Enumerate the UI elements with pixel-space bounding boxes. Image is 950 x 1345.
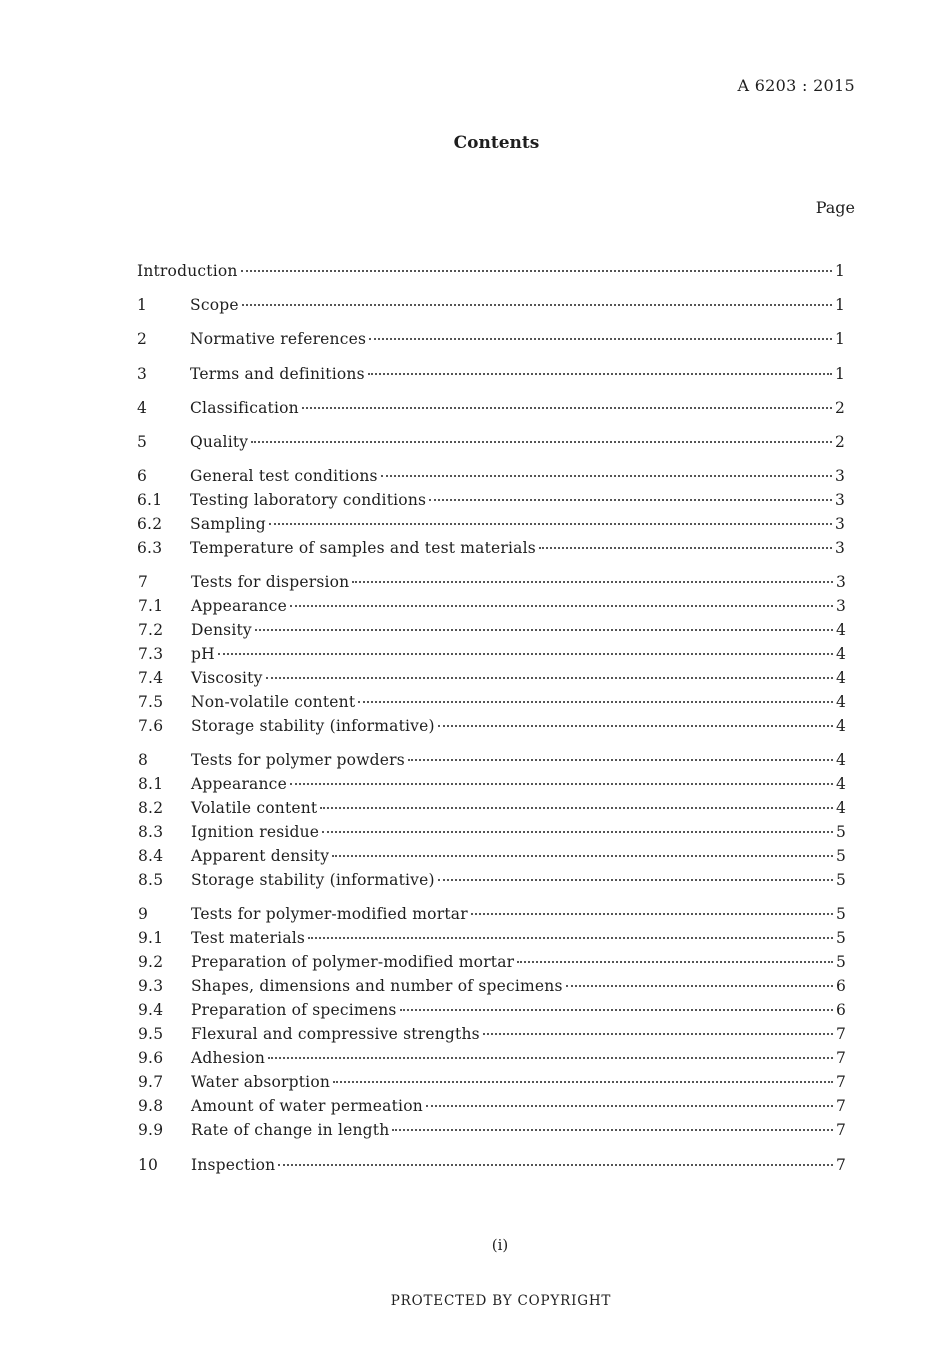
toc-dot-leader xyxy=(429,499,832,501)
toc-entry xyxy=(138,977,846,999)
toc-entry xyxy=(137,399,845,421)
toc-entry-title: Test materials xyxy=(191,929,306,947)
toc-entry-number: 4 xyxy=(137,399,148,417)
toc-entry xyxy=(138,847,846,869)
toc-dot-leader xyxy=(352,581,833,583)
toc-entry-number: 9.6 xyxy=(138,1049,164,1067)
toc-entry-number: 7.6 xyxy=(138,717,164,735)
toc-entry-title: Amount of water permeation xyxy=(191,1097,423,1115)
toc-entry-number: 9 xyxy=(138,905,149,923)
toc-entry-number: 9.1 xyxy=(138,929,164,947)
toc-entry xyxy=(138,573,846,595)
toc-entry xyxy=(138,823,846,845)
contents-title: Contents xyxy=(453,133,540,153)
toc-dot-leader xyxy=(368,373,832,375)
toc-dot-leader xyxy=(369,338,832,340)
toc-entry xyxy=(138,645,846,667)
toc-dot-leader xyxy=(438,879,833,881)
toc-entry xyxy=(138,775,846,797)
toc-entry-title: Storage stability (informative) xyxy=(191,871,435,889)
toc-entry-number: 9.8 xyxy=(138,1097,164,1115)
toc-entry-title: Storage stability (informative) xyxy=(191,717,435,735)
toc-entry-title: Preparation of specimens xyxy=(191,1001,397,1019)
toc-entry-title: Appearance xyxy=(191,775,287,793)
toc-entry-number: 7.1 xyxy=(138,597,164,615)
toc-dot-leader xyxy=(278,1164,833,1166)
toc-entry-number: 7.3 xyxy=(138,645,164,663)
toc-entry-page: 7 xyxy=(835,1156,846,1174)
toc-entry-title: Water absorption xyxy=(191,1073,331,1091)
toc-entry-title: Tests for polymer powders xyxy=(191,751,405,769)
toc-entry xyxy=(138,871,846,893)
toc-entry-title: General test conditions xyxy=(190,467,378,485)
toc-entry-title: Testing laboratory conditions xyxy=(190,491,427,509)
toc-entry xyxy=(138,799,846,821)
toc-entry-page: 4 xyxy=(835,669,846,687)
toc-entry-page: 6 xyxy=(835,1001,846,1019)
toc-entry-title: Appearance xyxy=(191,597,287,615)
toc-dot-leader xyxy=(251,441,832,443)
toc-entry-page: 7 xyxy=(835,1025,846,1043)
toc-dot-leader xyxy=(269,523,832,525)
toc-entry-page: 1 xyxy=(834,296,845,314)
toc-entry xyxy=(138,693,846,715)
toc-dot-leader xyxy=(566,985,833,987)
toc-entry-number: 6.3 xyxy=(137,539,163,557)
toc-entry-number: 9.5 xyxy=(138,1025,164,1043)
toc-dot-leader xyxy=(483,1033,833,1035)
toc-dot-leader xyxy=(241,270,832,272)
toc-entry-title: Shapes, dimensions and number of specimens xyxy=(191,977,563,995)
toc-entry-number: 6.2 xyxy=(137,515,163,533)
toc-entry-title: Flexural and compressive strengths xyxy=(191,1025,480,1043)
toc-entry xyxy=(138,953,846,975)
toc-entry-page: 5 xyxy=(835,823,846,841)
toc-entry xyxy=(137,365,845,387)
toc-entry-page: 2 xyxy=(834,433,845,451)
toc-entry-page: 4 xyxy=(835,621,846,639)
toc-entry-page: 4 xyxy=(835,645,846,663)
toc-dot-leader xyxy=(290,783,833,785)
toc-dot-leader xyxy=(290,605,833,607)
toc-entry-page: 7 xyxy=(835,1049,846,1067)
toc-entry-title: Scope xyxy=(190,296,239,314)
toc-dot-leader xyxy=(332,855,833,857)
toc-entry-title: Non-volatile content xyxy=(191,693,356,711)
toc-entry-page: 7 xyxy=(835,1097,846,1115)
toc-entry-title: Classification xyxy=(190,399,299,417)
toc-dot-leader xyxy=(358,701,833,703)
toc-entry xyxy=(138,1001,846,1023)
toc-entry-title: Tests for dispersion xyxy=(191,573,350,591)
toc-entry-page: 3 xyxy=(835,573,846,591)
toc-entry-title: Sampling xyxy=(190,515,266,533)
toc-entry-number: 7.5 xyxy=(138,693,164,711)
toc-entry-page: 4 xyxy=(835,751,846,769)
toc-entry xyxy=(138,669,846,691)
toc-entry-page: 1 xyxy=(834,365,845,383)
toc-entry xyxy=(138,717,846,739)
toc-entry xyxy=(137,330,845,352)
toc-entry xyxy=(138,929,846,951)
toc-entry-page: 4 xyxy=(835,775,846,793)
toc-entry-number: 8.4 xyxy=(138,847,164,865)
toc-entry-number: 9.2 xyxy=(138,953,164,971)
toc-entry-number: 8 xyxy=(138,751,149,769)
toc-entry-title: Quality xyxy=(190,433,249,451)
toc-entry-title: Rate of change in length xyxy=(191,1121,390,1139)
toc-entry-page: 1 xyxy=(834,330,845,348)
toc-entry-title: Density xyxy=(191,621,252,639)
toc-entry-page: 3 xyxy=(834,491,845,509)
toc-entry-title: Terms and definitions xyxy=(190,365,365,383)
page-number: (i) xyxy=(491,1236,509,1254)
toc-dot-leader xyxy=(322,831,833,833)
toc-dot-leader xyxy=(517,961,833,963)
toc-entry-number: 10 xyxy=(138,1156,159,1174)
toc-entry-page: 5 xyxy=(835,847,846,865)
toc-entry-number: 7.4 xyxy=(138,669,164,687)
toc-entry-title: Introduction xyxy=(137,262,238,280)
toc-entry xyxy=(138,1073,846,1095)
toc-entry-number: 9.4 xyxy=(138,1001,164,1019)
toc-entry-number: 7.2 xyxy=(138,621,164,639)
toc-entry-number: 9.3 xyxy=(138,977,164,995)
toc-entry-number: 6.1 xyxy=(137,491,163,509)
toc-entry-number: 9.7 xyxy=(138,1073,164,1091)
toc-dot-leader xyxy=(320,807,833,809)
toc-entry-page: 5 xyxy=(835,871,846,889)
toc-dot-leader xyxy=(408,759,833,761)
toc-entry xyxy=(138,1097,846,1119)
page-column-label: Page xyxy=(815,198,855,217)
toc-entry xyxy=(138,1025,846,1047)
toc-dot-leader xyxy=(392,1129,833,1131)
toc-entry-title: Inspection xyxy=(191,1156,276,1174)
toc-entry-number: 8.1 xyxy=(138,775,164,793)
toc-entry-page: 3 xyxy=(834,515,845,533)
toc-entry-title: Temperature of samples and test materials xyxy=(190,539,536,557)
toc-entry-title: pH xyxy=(191,645,215,663)
toc-entry xyxy=(138,621,846,643)
toc-entry-number: 8.3 xyxy=(138,823,164,841)
toc-entry xyxy=(138,905,846,927)
toc-entry-page: 3 xyxy=(834,467,845,485)
toc-dot-leader xyxy=(218,653,833,655)
toc-dot-leader xyxy=(381,475,832,477)
toc-entry-number: 6 xyxy=(137,467,148,485)
doc-id: A 6203 : 2015 xyxy=(737,76,855,95)
toc-dot-leader xyxy=(255,629,833,631)
toc-entry-title: Ignition residue xyxy=(191,823,320,841)
toc-entry-page: 3 xyxy=(835,597,846,615)
toc-dot-leader xyxy=(302,407,832,409)
toc-entry xyxy=(138,751,846,773)
toc-entry-title: Volatile content xyxy=(191,799,318,817)
toc-entry xyxy=(137,467,845,489)
toc-entry xyxy=(137,539,845,561)
toc-entry-number: 5 xyxy=(137,433,148,451)
toc-entry-page: 1 xyxy=(834,262,845,280)
toc-entry-number: 8.2 xyxy=(138,799,164,817)
toc-entry-title: Normative references xyxy=(190,330,367,348)
toc-entry xyxy=(137,262,845,284)
toc-dot-leader xyxy=(242,304,832,306)
toc-entry-page: 3 xyxy=(834,539,845,557)
toc-entry-title: Viscosity xyxy=(191,669,263,687)
toc-entry xyxy=(138,1156,846,1178)
toc-entry-page: 4 xyxy=(835,799,846,817)
toc-entry-page: 5 xyxy=(835,953,846,971)
toc-entry xyxy=(137,296,845,318)
toc-dot-leader xyxy=(426,1105,833,1107)
toc-entry-page: 4 xyxy=(835,717,846,735)
toc-entry-title: Preparation of polymer-modified mortar xyxy=(191,953,515,971)
toc-entry-number: 1 xyxy=(137,296,148,314)
toc-dot-leader xyxy=(400,1009,833,1011)
toc-entry-number: 2 xyxy=(137,330,148,348)
toc-dot-leader xyxy=(471,913,833,915)
toc-entry-number: 9.9 xyxy=(138,1121,164,1139)
toc-entry xyxy=(137,515,845,537)
toc-entry-page: 2 xyxy=(834,399,845,417)
toc-entry xyxy=(138,597,846,619)
toc-entry-number: 7 xyxy=(138,573,149,591)
toc-entry-title: Apparent density xyxy=(191,847,330,865)
toc-entry-number: 8.5 xyxy=(138,871,164,889)
toc-entry-number: 3 xyxy=(137,365,148,383)
toc-dot-leader xyxy=(438,725,833,727)
toc-entry-title: Adhesion xyxy=(191,1049,266,1067)
toc-entry xyxy=(138,1049,846,1071)
toc-entry-page: 7 xyxy=(835,1073,846,1091)
toc-entry-page: 7 xyxy=(835,1121,846,1139)
toc-entry xyxy=(137,491,845,513)
copyright-notice: PROTECTED BY COPYRIGHT xyxy=(390,1293,612,1309)
toc-dot-leader xyxy=(539,547,832,549)
toc-entry-page: 6 xyxy=(835,977,846,995)
toc-dot-leader xyxy=(268,1057,833,1059)
toc-dot-leader xyxy=(333,1081,833,1083)
toc-entry-title: Tests for polymer-modified mortar xyxy=(191,905,468,923)
toc-entry xyxy=(137,433,845,455)
toc-dot-leader xyxy=(266,677,833,679)
toc-entry xyxy=(138,1121,846,1143)
toc-entry-page: 5 xyxy=(835,929,846,947)
toc-dot-leader xyxy=(308,937,833,939)
toc-entry-page: 5 xyxy=(835,905,846,923)
toc-entry-page: 4 xyxy=(835,693,846,711)
